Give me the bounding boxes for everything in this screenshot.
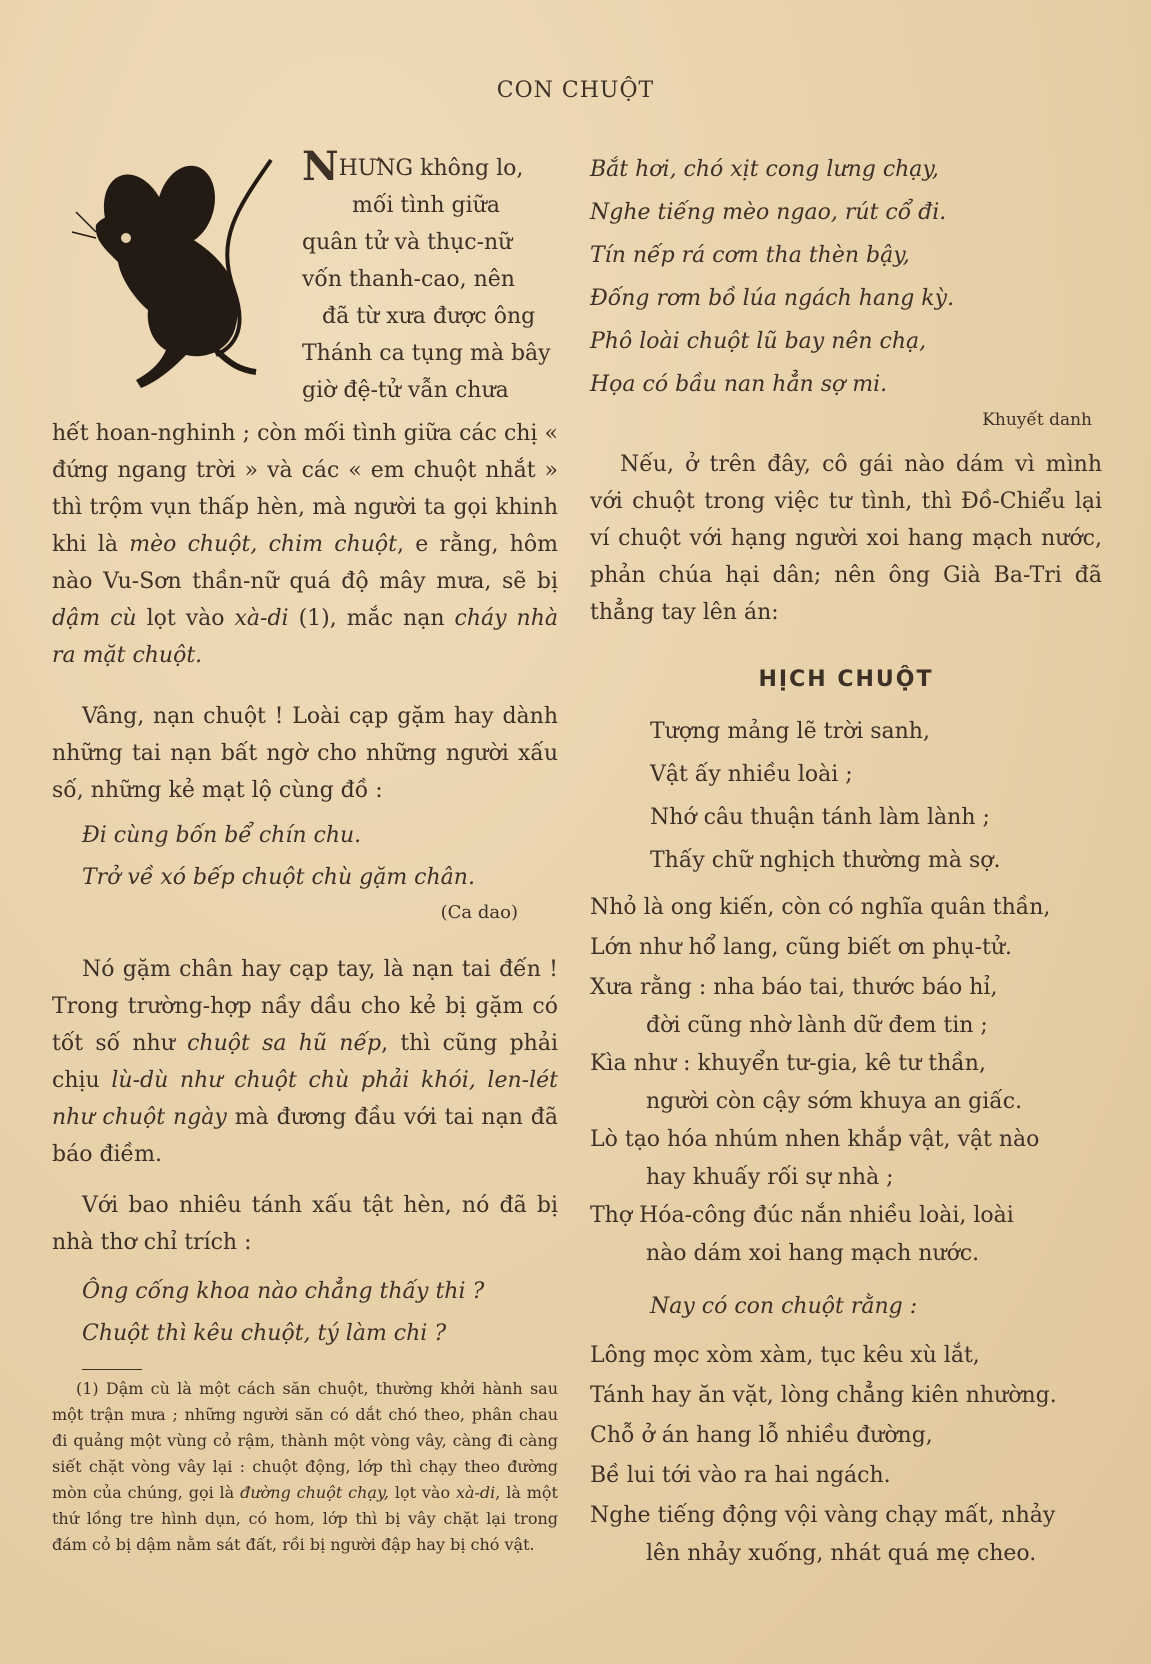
verse-line: Trở về xó bếp chuột chù gặm chân.	[82, 865, 475, 890]
paragraph-4: Với bao nhiêu tánh xấu tật hèn, nó đã bị nhà thơ chỉ trích :	[52, 1193, 558, 1255]
verse-line-continuation: đời cũng nhờ lành dữ đem tin ;	[646, 1013, 988, 1038]
verse-line: Tánh hay ăn vặt, lòng chẳng kiên nhường.	[590, 1383, 1057, 1408]
verse-block	[590, 1336, 1102, 1572]
verse-intro: Nay có con chuột rằng :	[650, 1294, 918, 1319]
intro-line: HƯNG không lo,	[338, 156, 524, 181]
verse-line: Tín nếp rá cơm tha thèn bậy,	[590, 243, 910, 268]
right-column	[590, 148, 1102, 1572]
verse-line: Lớn như hổ lang, cũng biết ơn phụ-tử.	[590, 935, 1013, 960]
verse-line: Nhỏ là ong kiến, còn có nghĩa quân thần,	[590, 895, 1051, 920]
paragraph-2: Vâng, nạn chuột ! Loài cạp gặm hay dành những tai nạn bất ngờ cho những người xấu số, những kẻ mạt lộ cùng đồ :	[52, 704, 558, 803]
section-title: HỊCH CHUỘT	[758, 667, 934, 692]
footnote: (1) Dậm cù là một cách săn chuột, thường khởi hành sau một trận mưa ; những người săn có dắt chó theo, phân chau đi quảng một vùng cỏ rậm, thành một vòng vây, càng đi càng siết chặt vòng vây lại : chuột động, lớp thì chạy theo đường mòn của chúng, gọi là đường chuột chạy, lọt vào xà-di, là một thứ lồng tre hình dụn, có hom, lớp thì bị vây chặt lại trong đám cỏ bị dậm nằm sát đất, rồi bị người đập hay bị chó vật.	[52, 1379, 558, 1554]
poem-line: Vật ấy nhiều loài ;	[650, 762, 853, 787]
verse-block	[590, 888, 1102, 1272]
footnote-divider	[82, 1369, 142, 1370]
verse-line: Phô loài chuột lũ bay nên chạ,	[590, 329, 927, 354]
drop-cap: N	[302, 143, 339, 190]
verse-line: Ông cống khoa nào chẳng thấy thi ?	[82, 1279, 485, 1304]
verse-line: Đi cùng bốn bể chín chu.	[82, 823, 362, 848]
intro-text	[302, 143, 558, 409]
page-title: CON CHUỘT	[496, 78, 655, 103]
intro-block	[52, 143, 558, 415]
left-column	[52, 143, 559, 1558]
paragraph-3: Nó gặm chân hay cạp tay, là nạn tai đến ! Trong trường-hợp nầy dầu cho kẻ bị gặm có tốt số như chuột sa hũ nếp, thì cũng phải chịu lù-dù như chuột chù phải khói, len-lét như chuột ngày mà đương đầu với tai nạn đã báo điềm.	[52, 957, 558, 1167]
paragraph-right-1: Nếu, ở trên đây, cô gái nào dám vì mình với chuột trong việc tư tình, thì Đồ-Chiểu lại ví chuột với hạng người xoi hang mạch nước, phản chúa hại dân; nên ông Già Ba-Tri đã thẳng tay lên án:	[590, 452, 1102, 625]
verse-line: Thợ Hóa-công đúc nắn nhiều loài, loài	[590, 1203, 1014, 1228]
verse-line: Chỗ ở án hang lỗ nhiều đường,	[590, 1423, 933, 1448]
intro-line: quân tử và thục-nữ	[302, 230, 513, 255]
intro-line: vốn thanh-cao, nên	[302, 267, 515, 292]
poem-line: Tượng mảng lẽ trời sanh,	[650, 719, 930, 744]
verse-line: Nghe tiếng động vội vàng chạy mất, nhảy	[590, 1503, 1056, 1528]
verse-line: Bề lui tới vào ra hai ngách.	[590, 1463, 891, 1488]
verse-line: Nghe tiếng mèo ngao, rút cổ đi.	[590, 200, 947, 225]
verse-line: Lò tạo hóa nhúm nhen khắp vật, vật nào	[590, 1127, 1040, 1152]
verse-line-continuation: người còn cậy sớm khuya an giấc.	[646, 1089, 1023, 1114]
attribution: (Ca dao)	[440, 902, 518, 923]
verse-line-continuation: hay khuấy rối sự nhà ;	[646, 1165, 894, 1190]
paragraph-1: hết hoan-nghinh ; còn mối tình giữa các chị « đứng ngang trời » và các « em chuột nhắt » thì trộm vụn thấp hèn, mà người ta gọi khinh khi là mèo chuột, chim chuột, e rằng, hôm nào Vu-Sơn thần-nữ quá độ mây mưa, sẽ bị dậm cù lọt vào xà-di (1), mắc nạn cháy nhà ra mặt chuột.	[52, 421, 559, 668]
poem-line: Nhớ câu thuận tánh làm lành ;	[650, 805, 990, 830]
rat-illustration	[66, 150, 316, 400]
verse-line: Họa có bầu nan hẳn sợ mi.	[590, 372, 888, 397]
verse-line-continuation: lên nhảy xuống, nhát quá mẹ cheo.	[646, 1541, 1037, 1566]
intro-line: giờ đệ-tử vẫn chưa	[302, 378, 509, 403]
verse-line: Xưa rằng : nha báo tai, thước báo hỉ,	[590, 975, 998, 1000]
verse-line: Chuột thì kêu chuột, tý làm chi ?	[82, 1321, 447, 1346]
verse-line: Đống rơm bồ lúa ngách hang kỳ.	[590, 286, 955, 311]
verse-line: Kìa như : khuyển tư-gia, kê tư thần,	[590, 1051, 986, 1076]
attribution: Khuyết danh	[982, 410, 1092, 430]
verse-line: Lông mọc xòm xàm, tục kêu xù lắt,	[590, 1343, 980, 1368]
verse-line: Bắt hơi, chó xịt cong lưng chạy,	[590, 157, 939, 182]
intro-line: Thánh ca tụng mà bây	[302, 341, 551, 366]
verse-line-continuation: nào dám xoi hang mạch nước.	[646, 1241, 980, 1266]
poem-line: Thấy chữ nghịch thường mà sợ.	[650, 848, 1001, 873]
intro-line: đã từ xưa được ông	[322, 304, 536, 329]
intro-line: mối tình giữa	[352, 193, 500, 218]
